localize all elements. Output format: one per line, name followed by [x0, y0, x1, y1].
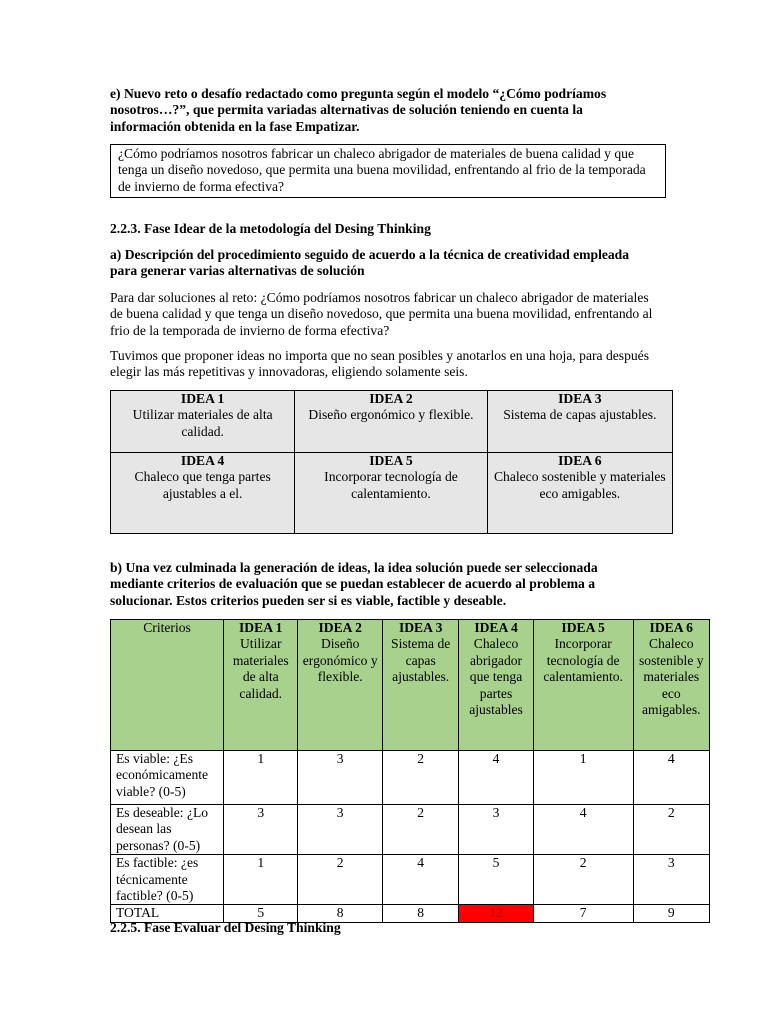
section-223-title: 2.2.3. Fase Idear de la metodología del Desing Thinking: [110, 221, 431, 236]
idea-cell: [111, 453, 295, 534]
table-row: [111, 751, 710, 805]
score-cell: 2: [382, 751, 458, 805]
score-cell: 2: [633, 805, 709, 855]
idea-cell: [111, 391, 295, 453]
idea-cell: [295, 391, 487, 453]
idea-text: Incorporar tecnología de calentamiento.: [324, 469, 458, 501]
score-cell: 5: [459, 855, 533, 905]
criteria-table: [110, 619, 710, 923]
idea-title: IDEA 4: [180, 453, 225, 468]
criteria-header-text: Sistema de capas ajustables.: [391, 636, 451, 685]
criteria-label: Es viable: ¿Es económicamente viable? (0-5): [111, 751, 224, 805]
criteria-label: Es factible: ¿es técnicamente factible? (0-5): [111, 855, 224, 905]
section-e-heading: e) Nuevo reto o desafío redactado como pregunta según el modelo “¿Cómo podríamos nosotros…?”, que permita variadas alternativas de solución teniendo en cuenta la información obtenida en la fase Empatizar.: [110, 86, 607, 134]
idea-title: IDEA 3: [558, 391, 602, 406]
idea-title: IDEA 1: [180, 391, 225, 406]
idea-title: IDEA 5: [369, 453, 413, 468]
criteria-header-idea: [224, 620, 298, 751]
criteria-header-text: Diseño ergonómico y flexible.: [302, 636, 378, 685]
criteria-label: Es deseable: ¿Lo desean las personas? (0-5): [111, 805, 224, 855]
idea-text: Chaleco sostenible y materiales eco amigables.: [493, 469, 666, 501]
total-cell: 5: [224, 905, 298, 922]
criteria-header-idea: [459, 620, 533, 751]
idea-title: IDEA 2: [369, 391, 413, 406]
total-cell: 7: [533, 905, 633, 922]
criteria-header-title: IDEA 2: [318, 620, 362, 635]
score-cell: 4: [633, 751, 709, 805]
idea-cell: [295, 453, 487, 534]
criteria-header-text: Utilizar materiales de alta calidad.: [232, 636, 289, 701]
idea-text: Sistema de capas ajustables.: [503, 407, 657, 423]
criteria-header-text: Chaleco sostenible y materiales eco amigables.: [638, 636, 704, 718]
score-cell: 3: [459, 805, 533, 855]
score-cell: 2: [298, 855, 383, 905]
score-cell: 3: [633, 855, 709, 905]
criteria-header-corner: Criterios: [111, 620, 224, 751]
idea-title: IDEA 6: [558, 453, 602, 468]
score-cell: 3: [224, 805, 298, 855]
score-cell: 3: [298, 751, 383, 805]
score-cell: 4: [459, 751, 533, 805]
section-b-heading: b) Una vez culminada la generación de ideas, la idea solución puede ser seleccionada mediante criterios de evaluación que se puedan establecer de acuerdo al problema a solucionar. Estos criterios pueden ser si es viable, factible y deseable.: [110, 560, 598, 608]
score-cell: 2: [533, 855, 633, 905]
criteria-header-text: Incorporar tecnología de calentamiento.: [543, 636, 623, 685]
criteria-header-title: IDEA 1: [239, 620, 283, 635]
idea-cell: [487, 391, 672, 453]
idea-text: Utilizar materiales de alta calidad.: [132, 407, 273, 439]
total-cell-highlighted: 12: [459, 905, 533, 922]
criteria-header-idea: [633, 620, 709, 751]
ideas-table: [110, 390, 673, 534]
idea-cell: [487, 453, 672, 534]
score-cell: 1: [533, 751, 633, 805]
idea-text: Chaleco que tenga partes ajustables a el.: [134, 469, 271, 501]
challenge-answer-text: ¿Cómo podríamos nosotros fabricar un chaleco abrigador de materiales de buena calidad y que tenga un diseño novedoso, que permita una buena movilidad, enfrentando al frio de la temporada de invierno de forma efectiva?: [118, 146, 646, 194]
criteria-header-text: Chaleco abrigador que tenga partes ajustables: [469, 636, 523, 718]
total-cell: 9: [633, 905, 709, 922]
total-label: TOTAL: [111, 905, 224, 922]
section-223-paragraph-1: Para dar soluciones al reto: ¿Cómo podríamos nosotros fabricar un chaleco abrigador de materiales de buena calidad y que tenga un diseño novedoso, que permita una buena movilidad, enfrentando al frio de la temporada de invierno de forma efectiva?: [110, 290, 653, 338]
score-cell: 3: [298, 805, 383, 855]
criteria-header-title: IDEA 5: [561, 620, 605, 635]
score-cell: 4: [533, 805, 633, 855]
criteria-header-title: IDEA 4: [474, 620, 518, 635]
total-cell: 8: [382, 905, 458, 922]
score-cell: 4: [382, 855, 458, 905]
criteria-header-idea: [298, 620, 383, 751]
total-cell: 8: [298, 905, 383, 922]
idea-text: Diseño ergonómico y flexible.: [308, 407, 474, 423]
criteria-header-idea: [382, 620, 458, 751]
criteria-header-idea: [533, 620, 633, 751]
table-row: [111, 805, 710, 855]
score-cell: 1: [224, 855, 298, 905]
section-223-paragraph-2: Tuvimos que proponer ideas no importa que no sean posibles y anotarlos en una hoja, para después elegir las más repetitivas y innovadoras, eligiendo solamente seis.: [110, 348, 649, 380]
score-cell: 2: [382, 805, 458, 855]
score-cell: 1: [224, 751, 298, 805]
criteria-header-title: IDEA 3: [398, 620, 443, 635]
section-225-title: 2.2.5. Fase Evaluar del Desing Thinking: [110, 920, 341, 935]
criteria-header-title: IDEA 6: [649, 620, 693, 635]
table-row: [111, 855, 710, 905]
challenge-answer-box: [110, 144, 666, 198]
section-223-heading-a: a) Descripción del procedimiento seguido de acuerdo a la técnica de creatividad empleada para generar varias alternativas de solución: [110, 247, 630, 279]
